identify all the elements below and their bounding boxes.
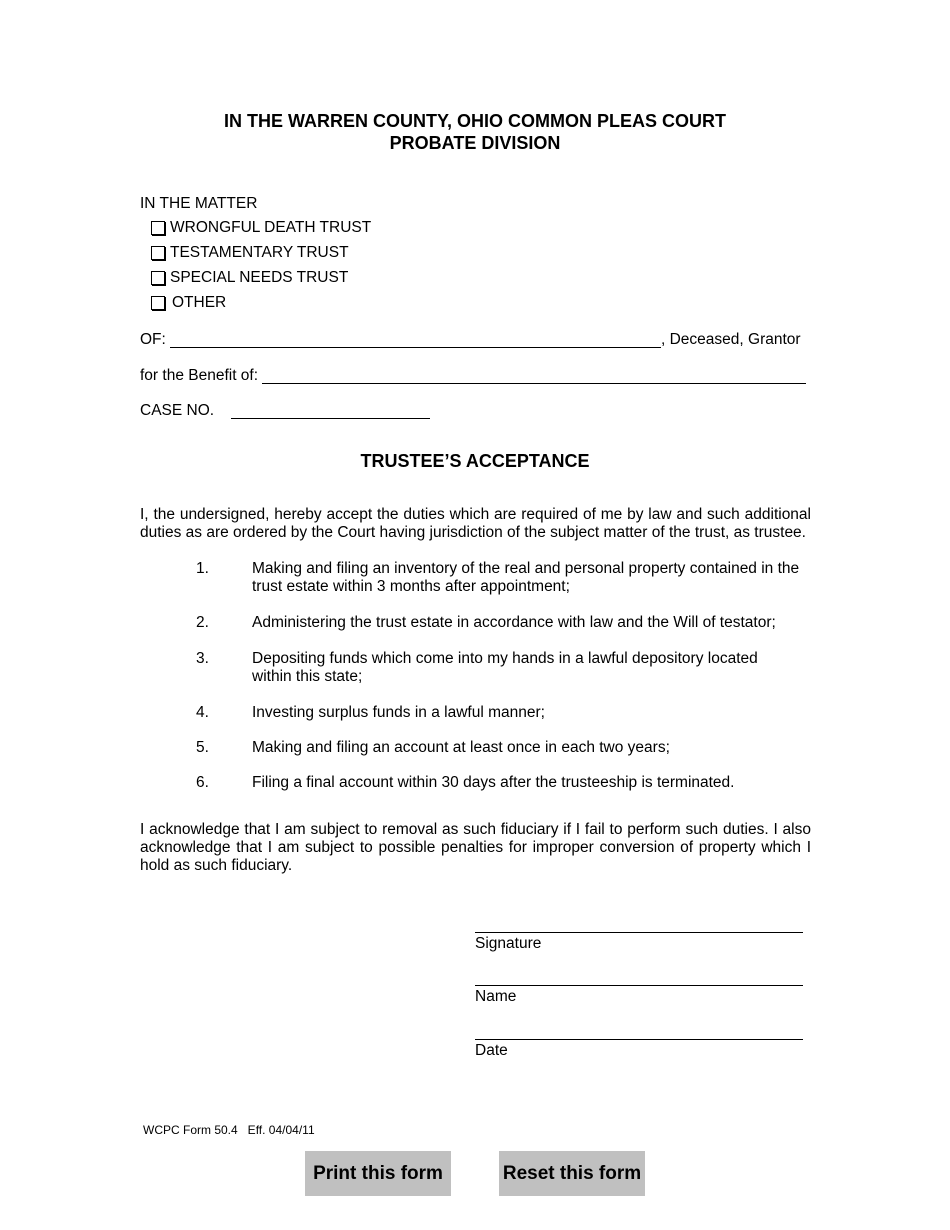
- form-id: WCPC Form 50.4 Eff. 04/04/11: [143, 1123, 315, 1137]
- intro-paragraph: I, the undersigned, hereby accept the duties which are required of me by law and such additional duties as are ordered by the Court having jurisdiction of the subject matter of the trust, as trustee.: [140, 506, 811, 541]
- case-label: CASE NO.: [140, 402, 215, 419]
- of-suffix: , Deceased, Grantor: [661, 331, 801, 348]
- special-needs-checkbox[interactable]: [151, 271, 165, 285]
- benefit-label: for the Benefit of:: [140, 367, 259, 384]
- duty-text: Filing a final account within 30 days after the trusteeship is terminated.: [252, 774, 735, 791]
- date-field[interactable]: [475, 1039, 803, 1040]
- option-special-needs-trust: [151, 269, 348, 287]
- duty-number: 1.: [196, 560, 209, 577]
- duty-number: 6.: [196, 774, 209, 791]
- duty-text: Investing surplus funds in a lawful manner;: [252, 704, 545, 721]
- duty-text: Making and filing an inventory of the real and personal property contained in the trust estate within 3 months after appointment;: [252, 560, 800, 595]
- duty-number: 5.: [196, 739, 209, 756]
- print-form-button[interactable]: Print this form: [305, 1151, 451, 1196]
- case-number-field[interactable]: [231, 418, 430, 419]
- reset-form-button[interactable]: Reset this form: [499, 1151, 645, 1196]
- option-label: OTHER: [172, 294, 227, 311]
- matter-label: IN THE MATTER: [140, 195, 258, 212]
- wrongful-death-checkbox[interactable]: [151, 221, 165, 235]
- duty-number: 4.: [196, 704, 209, 721]
- division-title: PROBATE DIVISION: [389, 133, 561, 153]
- option-label: WRONGFUL DEATH TRUST: [170, 219, 372, 236]
- option-label: TESTAMENTARY TRUST: [170, 244, 349, 261]
- option-label: SPECIAL NEEDS TRUST: [170, 269, 349, 286]
- duty-text: Administering the trust estate in accordance with law and the Will of testator;: [252, 614, 776, 631]
- grantor-name-field[interactable]: [170, 347, 661, 348]
- option-testamentary-trust: [151, 244, 349, 262]
- option-other: [151, 294, 226, 312]
- duty-text: Depositing funds which come into my hands in a lawful depository located within this state;: [252, 650, 758, 685]
- duty-number: 3.: [196, 650, 209, 667]
- acknowledgment-paragraph: I acknowledge that I am subject to removal as such fiduciary if I fail to perform such duties. I also acknowledge that I am subject to possible penalties for improper conversion of property which I hold as such fiduciary.: [140, 821, 811, 874]
- beneficiary-field[interactable]: [262, 383, 806, 384]
- signature-label: Signature: [475, 935, 542, 952]
- duty-text: Making and filing an account at least once in each two years;: [252, 739, 670, 756]
- testamentary-checkbox[interactable]: [151, 246, 165, 260]
- option-wrongful-death-trust: [151, 219, 371, 237]
- document-title: TRUSTEE’S ACCEPTANCE: [360, 451, 590, 471]
- date-label: Date: [475, 1042, 508, 1059]
- signature-field[interactable]: [475, 932, 803, 933]
- name-field[interactable]: [475, 985, 803, 986]
- name-label: Name: [475, 988, 517, 1005]
- other-checkbox[interactable]: [151, 296, 165, 310]
- court-title: IN THE WARREN COUNTY, OHIO COMMON PLEAS COURT: [223, 111, 726, 131]
- of-label: OF:: [140, 331, 166, 348]
- duty-number: 2.: [196, 614, 209, 631]
